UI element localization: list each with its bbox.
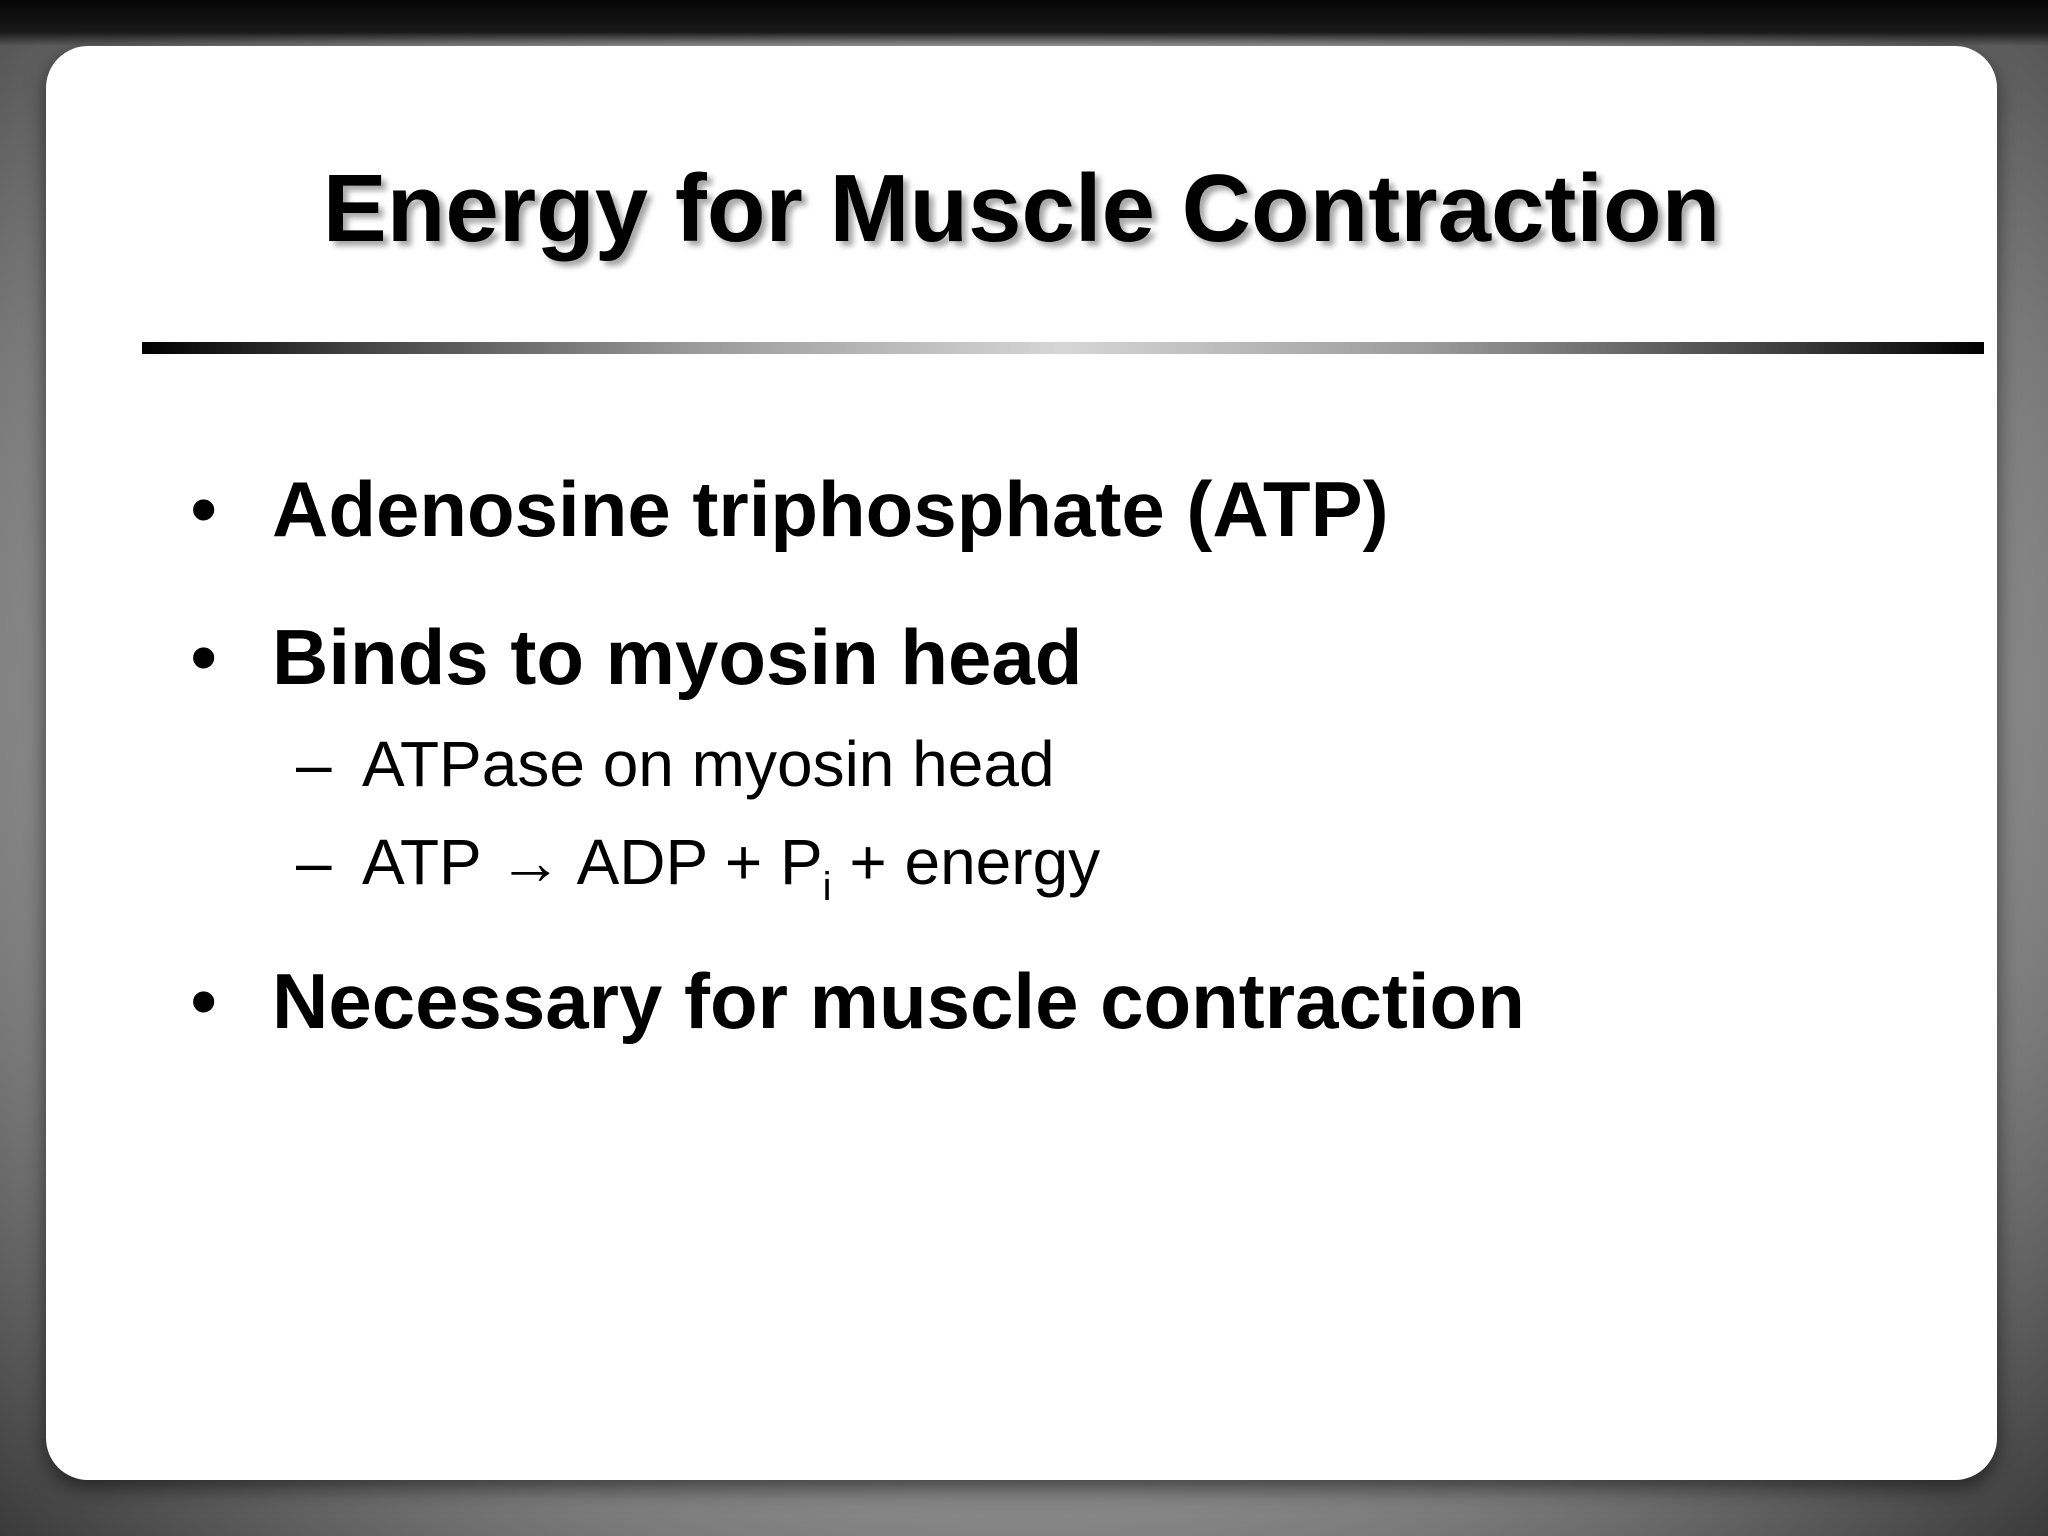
slide-title: Energy for Muscle Contraction	[322, 155, 1721, 262]
sub-item-equation	[296, 824, 1101, 909]
slide-card	[46, 46, 1997, 1480]
bullet-list	[46, 46, 1997, 1480]
equation-reactant: ATP	[362, 826, 481, 898]
equation-energy: + energy	[849, 826, 1101, 898]
equation-subscript: i	[822, 865, 832, 909]
bullet-text: Necessary for muscle contraction	[272, 957, 1525, 1045]
bullet-text: Binds to myosin head	[272, 613, 1083, 701]
bullet-text: Adenosine triphosphate (ATP)	[272, 465, 1389, 553]
bullet-item-binds	[190, 612, 1082, 702]
sub-marker: –	[296, 826, 332, 898]
equation-product: ADP + P	[576, 826, 823, 898]
bullet-marker: •	[190, 613, 218, 701]
sub-marker: –	[296, 728, 332, 800]
bullet-marker: •	[190, 465, 218, 553]
reaction-arrow-icon: →	[498, 826, 563, 898]
background-top-band	[0, 0, 2048, 46]
bullet-marker: •	[190, 957, 218, 1045]
bullet-item-atp	[190, 464, 1389, 554]
bullet-item-necessary	[190, 956, 1525, 1046]
sub-item-atpase	[296, 726, 1055, 802]
sub-text: ATPase on myosin head	[362, 728, 1055, 800]
